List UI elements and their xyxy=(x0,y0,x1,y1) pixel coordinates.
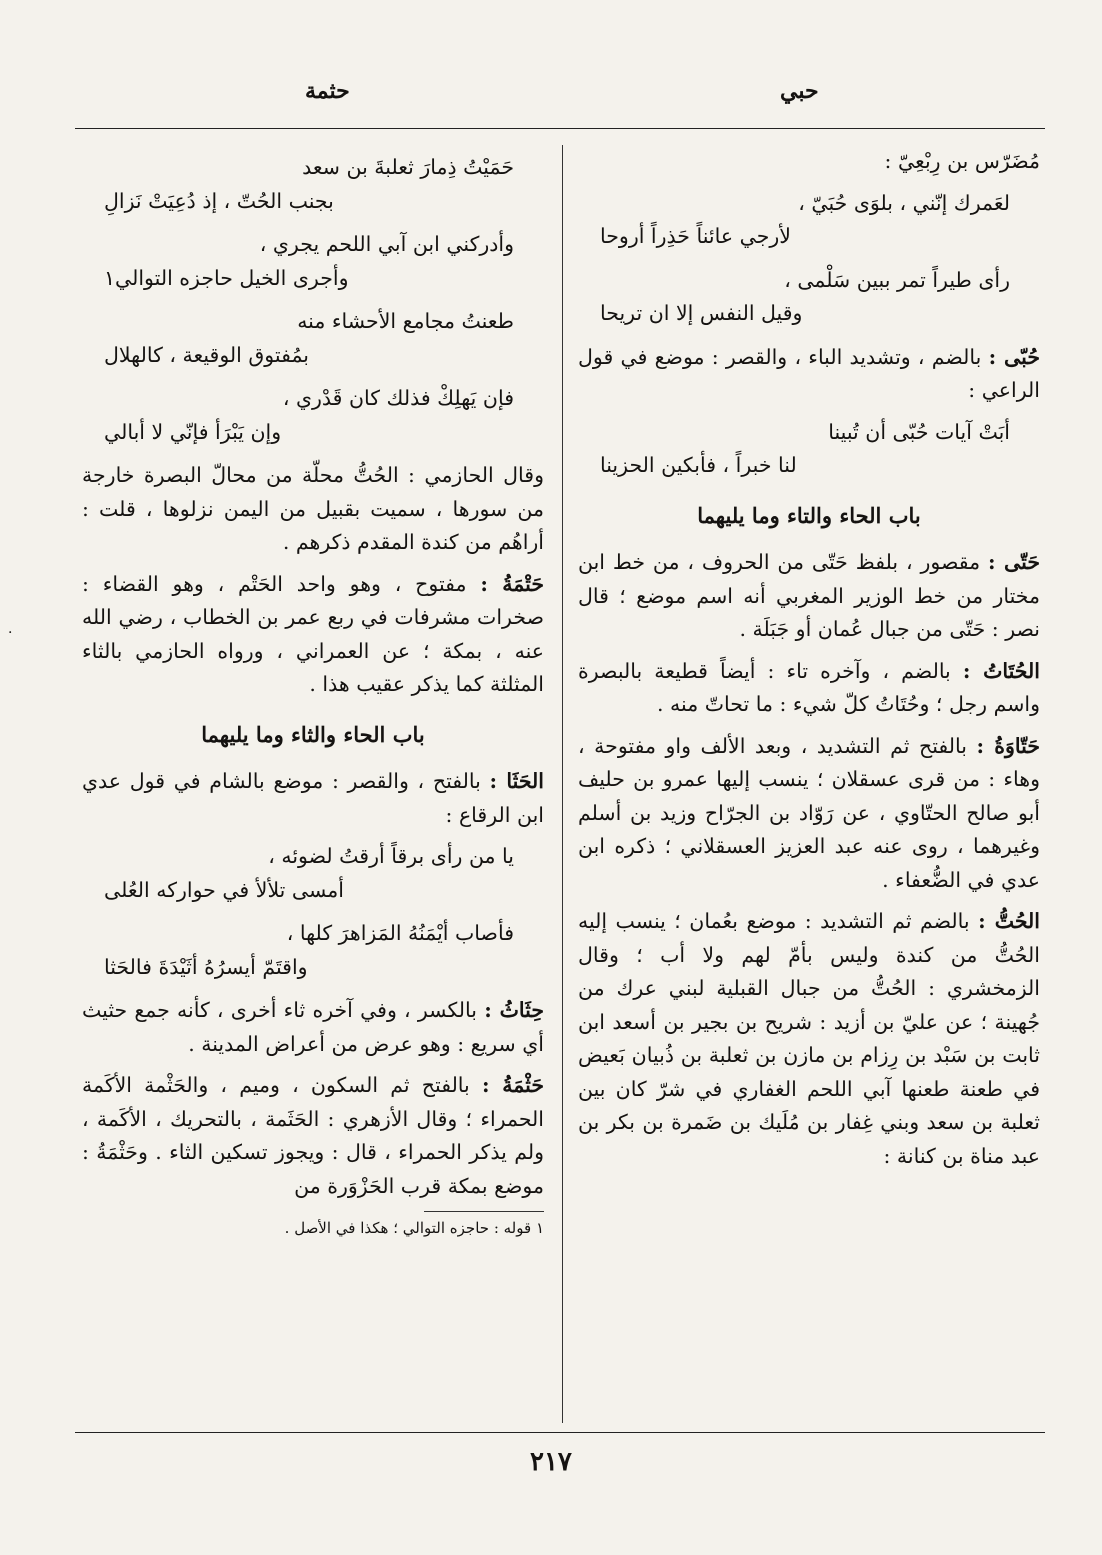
entry-paragraph xyxy=(578,730,1040,898)
entry-headword: حَتّاوَةُ : xyxy=(976,733,1040,758)
section-heading: باب الحاء والتاء وما يليهما xyxy=(697,502,921,528)
entry-text: بالضم ، وتشديد الباء ، والقصر : موضع في قول الراعي : xyxy=(578,344,1040,402)
entry-paragraph xyxy=(82,459,544,560)
right-column xyxy=(578,145,1040,1181)
entry-headword: الحُتَاتُ : xyxy=(962,658,1040,683)
entry-text: مفتوح ، وهو واحد الحَتْم ، وهو القضاء : صخرات مشرفات في ربع عمر بن الخطاب ، رضي الله عنه ، بمكة ؛ عن العمراني ، ورواه الحازمي بالثاء المثلثة كما يذكر عقيب هذا . xyxy=(82,571,544,696)
verse-hemistich: وقيل النفس إلا ان تريحا xyxy=(600,301,803,325)
entry-text: بالفتح ثم التشديد ، وبعد الألف واو مفتوحة ، وهاء : من قرى عسقلان ؛ ينسب إليها عمرو بن حليف أبو صالح الحتّاوي ، عن رَوّاد بن الجرّاح وزيد بن أسلم وغيرهما ، روى عنه عبد العزيز العسقلاني ؛ ذكره ابن عدي في الضُّعفاء . xyxy=(578,733,1040,892)
verse-hemistich: وأجرى الخيل حاجزه التوالي١ xyxy=(104,265,349,290)
header-rule xyxy=(75,128,1045,129)
footnote-rule xyxy=(424,1211,544,1212)
entry-paragraph xyxy=(82,1069,544,1203)
entry-text: وقال الحازمي : الحُتُّ محلّة من محالّ البصرة خارجة من سورها ، سميت بقبيل من اليمن نزلوها ، قلت : أراهُم من كندة المقدم ذكرهم . xyxy=(82,463,544,554)
verse-hemistich: فإن يَهلِكْ فذلك كان قَدْري ، xyxy=(282,386,514,410)
running-head-left: حثمة xyxy=(305,78,350,104)
entry-paragraph xyxy=(578,546,1040,647)
entry-headword: الحُتُّ : xyxy=(978,909,1040,933)
verse-hemistich: لنا خبراً ، فأبكين الحزينا xyxy=(600,453,797,477)
verse xyxy=(104,917,514,984)
entry-paragraph xyxy=(578,145,1040,179)
verse-hemistich: بمُفتوق الوقيعة ، كالهلال xyxy=(104,342,309,367)
verse-hemistich: طعنتُ مجامع الأحشاء منه xyxy=(297,309,514,333)
verse-hemistich: يا من رأى برقاً أرقتُ لضوئه ، xyxy=(268,844,514,868)
verse-hemistich: رأى طيراً تمر ببين سَلْمى ، xyxy=(784,267,1010,292)
verse xyxy=(104,382,514,449)
verse-hemistich: واقتَمّ أيسرُهُ أثَيْدَةَ فالحَثا xyxy=(104,954,308,979)
verse xyxy=(104,305,514,372)
entry-text: بالفتح ، والقصر : موضع بالشام في قول عدي ابن الرقاع : xyxy=(82,769,544,827)
verse-hemistich: بجنب الحُتّ ، إذ دُعِيَتْ نَزالِ xyxy=(104,188,334,213)
verse-hemistich: أبَتْ آيات حُبّى أن تُبينا xyxy=(828,419,1010,444)
footnote: ١ قوله : حاجزه التوالي ؛ هكذا في الأصل . xyxy=(284,1219,544,1237)
entry-text: بالكسر ، وفي آخره ثاء أخرى ، كأنه جمع حثيث أي سريع : وهو عرض من أعراض المدينة . xyxy=(82,998,544,1056)
entry-paragraph xyxy=(578,905,1040,1173)
verse-hemistich: وإن يَبْرَأ فإنّي لا أبالي xyxy=(104,419,282,444)
footer-rule xyxy=(75,1432,1045,1433)
left-column xyxy=(82,145,544,1240)
page-number: ٢١٧ xyxy=(530,1447,572,1477)
margin-dot: · xyxy=(8,625,13,641)
entry-headword: حَتّى : xyxy=(987,550,1040,574)
verse xyxy=(600,187,1010,254)
verse xyxy=(104,228,514,295)
verse-hemistich: لعَمرك إنّني ، بلوَى حُبَيّ ، xyxy=(798,190,1010,215)
entry-headword: الحَثَا : xyxy=(489,769,544,793)
verse-hemistich: فأصاب أيْمَنُهُ المَزاهرَ كلها ، xyxy=(286,921,514,945)
left-column-body xyxy=(82,151,544,1203)
verse-hemistich: أمسى تلألأ في حواركه العُلى xyxy=(104,877,344,902)
entry-text: مقصور ، بلفظ حَتّى من الحروف ، من خط ابن مختار من خط الوزير المغربي أنه اسم موضع ؛ قال نصر : حَتّى من جبال عُمان أو جَبَلَة . xyxy=(578,550,1040,641)
entry-headword: حِثَاثُ : xyxy=(484,998,544,1022)
verse-hemistich: وأدركني ابن آبي اللحم يجري ، xyxy=(259,232,514,256)
running-head-right: حبي xyxy=(780,78,819,104)
entry-text: مُضَرّس بن رِبْعِيّ : xyxy=(884,149,1040,173)
entry-headword: حُبّى : xyxy=(988,344,1040,369)
entry-paragraph xyxy=(578,655,1040,722)
column-divider xyxy=(562,145,563,1423)
section-heading: باب الحاء والثاء وما يليهما xyxy=(201,721,425,747)
verse xyxy=(600,264,1010,331)
verse xyxy=(104,840,514,907)
entry-paragraph xyxy=(578,341,1040,408)
entry-headword: حَثْمَةُ : xyxy=(481,1073,544,1097)
verse xyxy=(600,416,1010,483)
verse-hemistich: لأرجي عائناً حَذِراً أروحا xyxy=(600,224,791,248)
entry-text: بالضم ثم التشديد : موضع بعُمان ؛ ينسب إليه الحُتُّ من كندة وليس بأمّ لهم ولا أب ؛ وقال الزمخشري : الحُتُّ من جبال القبلية لبني عرك من جُهينة ؛ عن عليّ بن أزيد : شريح بن بجير بن أسعد ابن ثابت بن سَبْد بن رِزام بن مازن بن ثعلبة بن ذُبيان بَعيض في طعنة طعنها آبي اللحم الغفاري في شرّ كان بين ثعلبة بن سعد وبني غِفار بن مُلَيك بن ضَمرة بن بكر بن عبد مناة بن كنانة : xyxy=(578,909,1040,1168)
entry-text: بالفتح ثم السكون ، وميم ، والحَثْمة الأكَمة الحمراء ؛ وقال الأزهري : الحَثَمة ، بالتحريك ، الأكَمة ، ولم يذكر الحمراء ، قال : ويجوز تسكين الثاء . وحَثْمَةُ : موضع بمكة قرب الحَزْوَرة من xyxy=(82,1073,544,1198)
entry-text: بالضم ، وآخره تاء : أيضاً قطيعة بالبصرة واسم رجل ؛ وحُتَاتُ كلّ شيء : ما تحاتّ منه . xyxy=(578,658,1040,716)
entry-paragraph xyxy=(82,568,544,702)
verse-hemistich: حَمَيْتُ ذِمارَ ثعلبةَ بن سعد xyxy=(302,155,514,179)
entry-headword: حَتْمَةُ : xyxy=(480,571,545,596)
entry-paragraph xyxy=(82,994,544,1061)
verse xyxy=(104,151,514,218)
entry-paragraph xyxy=(82,765,544,832)
